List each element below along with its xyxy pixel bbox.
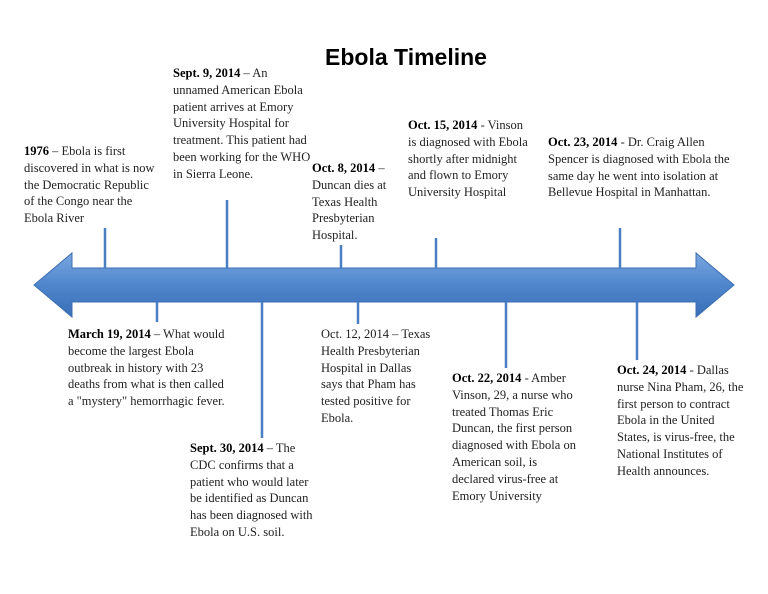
diagram-title: Ebola Timeline [325,44,487,70]
event-text: The CDC confirms that a patient who would later be identified as Duncan has been diagnosed with Ebola on U.S. soil. [190,441,313,539]
event-separator: - [521,371,532,385]
event-date: Sept. 9, 2014 [173,66,241,80]
event-text: What would become the largest Ebola outbreak in history with 23 deaths from what is then called a "mystery" hemorrhagic fever. [68,327,225,409]
event-oct-23-2014 [548,134,738,201]
event-1976 [24,143,159,227]
event-text: Vinson is diagnosed with Ebola shortly after midnight and flown to Emory University Hospital [408,118,528,200]
event-separator: - [686,363,697,377]
event-separator: – [263,441,276,455]
event-separator: – [150,327,164,341]
event-text: Oct. 12, 2014 – Texas Health Presbyterian Hospital in Dallas says that Pham has tested positive for Ebola. [321,327,431,425]
event-separator: – [49,144,62,158]
event-date: Oct. 23, 2014 [548,135,618,149]
event-text: Dallas nurse Nina Pham, 26, the first person to contract Ebola in the United States, is virus-free, the National Institutes of Health announces. [617,363,744,478]
event-separator: - [617,135,628,149]
event-separator: – [375,161,385,175]
event-date: Oct. 8, 2014 [312,161,376,175]
event-separator: - [477,118,488,132]
event-march-19-2014 [68,326,228,410]
event-separator: – [240,66,253,80]
event-sept-9-2014 [173,65,313,183]
event-oct-8-2014 [312,160,404,244]
event-oct-15-2014 [408,117,530,201]
event-date: Oct. 24, 2014 [617,363,687,377]
event-date: Oct. 22, 2014 [452,371,522,385]
event-date: Sept. 30, 2014 [190,441,264,455]
event-oct-24-2014 [617,362,745,480]
event-text: Duncan dies at Texas Health Presbyterian Hospital. [312,177,387,243]
event-oct-22-2014 [452,370,582,504]
event-date: Oct. 15, 2014 [408,118,478,132]
timeline-arrow [34,253,734,317]
event-text: Ebola is first discovered in what is now the Democratic Republic of the Congo near the Ebola River [24,144,155,226]
event-date: 1976 [24,144,49,158]
event-oct-12-2014 [321,326,431,427]
event-text: Amber Vinson, 29, a nurse who treated Thomas Eric Duncan, the first person diagnosed with Ebola on American soil, is declared virus-free at Emory University [452,371,576,503]
event-text: Dr. Craig Allen Spencer is diagnosed with Ebola the same day he went into isolation at Bellevue Hospital in Manhattan. [548,135,730,200]
event-date: March 19, 2014 [68,327,151,341]
event-sept-30-2014 [190,440,320,541]
event-text: An unnamed American Ebola patient arrives at Emory University Hospital for treatment. This patient had been working for the WHO in Sierra Leone. [173,66,311,181]
